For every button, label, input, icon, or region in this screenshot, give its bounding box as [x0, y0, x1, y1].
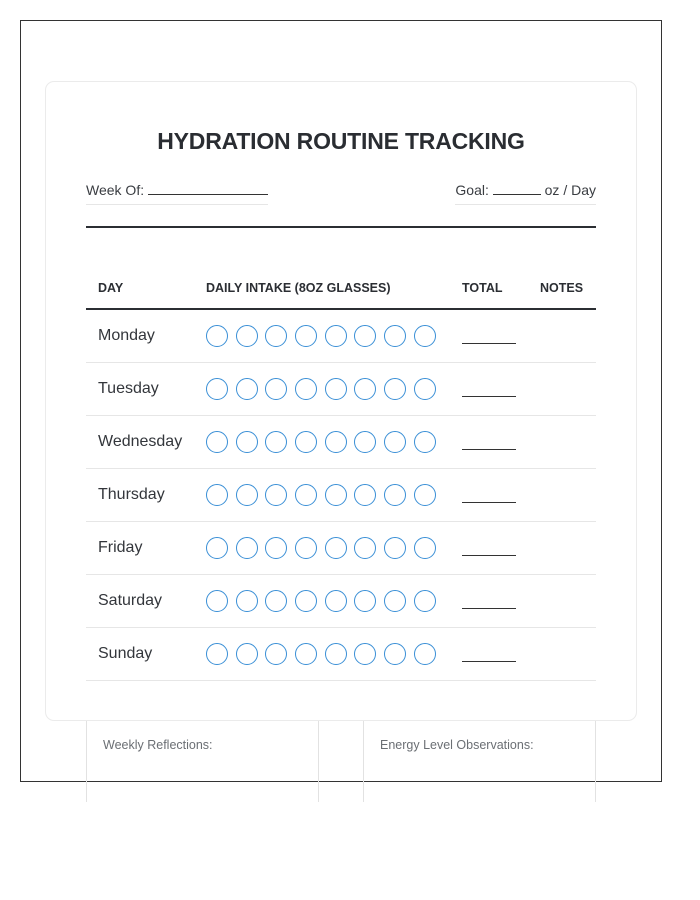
glass-circle-icon[interactable] [384, 537, 406, 559]
glass-circle-icon[interactable] [206, 325, 228, 347]
header-divider [86, 226, 596, 228]
glass-circle-icon[interactable] [414, 431, 436, 453]
glass-circle-icon[interactable] [414, 325, 436, 347]
glass-circle-icon[interactable] [354, 484, 376, 506]
weekly-reflections-label: Weekly Reflections: [103, 738, 213, 752]
glass-circle-icon[interactable] [236, 484, 258, 506]
glass-circle-icon[interactable] [414, 484, 436, 506]
glass-circle-icon[interactable] [206, 378, 228, 400]
glass-circle-icon[interactable] [236, 325, 258, 347]
glass-circle-icon[interactable] [236, 431, 258, 453]
glass-circle-icon[interactable] [265, 325, 287, 347]
glass-circle-icon[interactable] [325, 325, 347, 347]
total-input[interactable] [462, 396, 516, 397]
total-input[interactable] [462, 502, 516, 503]
glass-circle-icon[interactable] [414, 537, 436, 559]
glass-circle-icon[interactable] [384, 431, 406, 453]
goal-input[interactable] [493, 182, 541, 195]
day-label: Monday [98, 327, 155, 344]
glass-circle-icon[interactable] [265, 378, 287, 400]
table-row [86, 363, 596, 416]
goal-label: Goal: [455, 182, 489, 198]
glass-circle-icon[interactable] [295, 431, 317, 453]
glass-circle-icon[interactable] [265, 484, 287, 506]
glass-circle-icon[interactable] [354, 643, 376, 665]
week-of-field[interactable] [86, 182, 268, 205]
glass-tracker [206, 378, 444, 400]
glass-circle-icon[interactable] [295, 484, 317, 506]
energy-observations-label: Energy Level Observations: [380, 738, 534, 752]
notes-input[interactable] [534, 371, 594, 407]
day-label: Saturday [98, 592, 163, 609]
glass-circle-icon[interactable] [384, 643, 406, 665]
glass-circle-icon[interactable] [236, 590, 258, 612]
glass-tracker [206, 431, 444, 453]
glass-circle-icon[interactable] [265, 431, 287, 453]
notes-input[interactable] [534, 636, 594, 672]
glass-tracker [206, 484, 444, 506]
glass-circle-icon[interactable] [236, 378, 258, 400]
notes-input[interactable] [534, 583, 594, 619]
goal-unit: oz / Day [544, 182, 596, 198]
page-title: HYDRATION ROUTINE TRACKING [157, 128, 525, 154]
day-label: Thursday [98, 486, 165, 503]
glass-circle-icon[interactable] [354, 325, 376, 347]
glass-circle-icon[interactable] [206, 431, 228, 453]
day-label: Friday [98, 539, 143, 556]
glass-circle-icon[interactable] [206, 590, 228, 612]
table-row [86, 469, 596, 522]
table-row [86, 628, 596, 681]
week-of-input[interactable] [148, 182, 268, 195]
header-notes: NOTES [540, 281, 584, 295]
total-input[interactable] [462, 608, 516, 609]
glass-circle-icon[interactable] [325, 431, 347, 453]
glass-circle-icon[interactable] [236, 643, 258, 665]
glass-tracker [206, 537, 444, 559]
glass-circle-icon[interactable] [295, 325, 317, 347]
glass-circle-icon[interactable] [325, 378, 347, 400]
glass-circle-icon[interactable] [354, 537, 376, 559]
glass-circle-icon[interactable] [354, 431, 376, 453]
notes-input[interactable] [534, 530, 594, 566]
glass-circle-icon[interactable] [325, 643, 347, 665]
meta-row [86, 182, 596, 205]
glass-tracker [206, 325, 444, 347]
header-intake: DAILY INTAKE (8OZ GLASSES) [206, 281, 391, 295]
total-input[interactable] [462, 661, 516, 662]
glass-tracker [206, 643, 444, 665]
day-rows [86, 310, 596, 681]
glass-circle-icon[interactable] [265, 537, 287, 559]
glass-circle-icon[interactable] [325, 590, 347, 612]
header-day: DAY [98, 281, 124, 295]
glass-circle-icon[interactable] [236, 537, 258, 559]
header-total: TOTAL [462, 281, 503, 295]
table-row [86, 522, 596, 575]
tracker-card [45, 81, 637, 721]
goal-field[interactable] [455, 182, 596, 205]
glass-circle-icon[interactable] [295, 643, 317, 665]
glass-circle-icon[interactable] [384, 484, 406, 506]
glass-circle-icon[interactable] [414, 378, 436, 400]
notes-input[interactable] [534, 318, 594, 354]
glass-circle-icon[interactable] [265, 643, 287, 665]
notes-input[interactable] [534, 477, 594, 513]
table-header [86, 272, 596, 310]
week-of-label: Week Of: [86, 182, 145, 198]
table-row [86, 575, 596, 628]
glass-circle-icon[interactable] [354, 590, 376, 612]
glass-circle-icon[interactable] [384, 378, 406, 400]
glass-circle-icon[interactable] [325, 484, 347, 506]
day-label: Wednesday [98, 433, 183, 450]
glass-circle-icon[interactable] [295, 537, 317, 559]
total-input[interactable] [462, 449, 516, 450]
glass-circle-icon[interactable] [325, 537, 347, 559]
day-label: Tuesday [98, 380, 159, 397]
glass-circle-icon[interactable] [206, 643, 228, 665]
glass-circle-icon[interactable] [295, 378, 317, 400]
total-input[interactable] [462, 555, 516, 556]
glass-circle-icon[interactable] [265, 590, 287, 612]
glass-circle-icon[interactable] [384, 325, 406, 347]
table-row [86, 416, 596, 469]
glass-circle-icon[interactable] [414, 643, 436, 665]
glass-tracker [206, 590, 444, 612]
glass-circle-icon[interactable] [206, 537, 228, 559]
glass-circle-icon[interactable] [414, 590, 436, 612]
glass-circle-icon[interactable] [354, 378, 376, 400]
notes-input[interactable] [534, 424, 594, 460]
glass-circle-icon[interactable] [295, 590, 317, 612]
day-label: Sunday [98, 645, 153, 662]
table-row [86, 310, 596, 363]
glass-circle-icon[interactable] [206, 484, 228, 506]
total-input[interactable] [462, 343, 516, 344]
glass-circle-icon[interactable] [384, 590, 406, 612]
